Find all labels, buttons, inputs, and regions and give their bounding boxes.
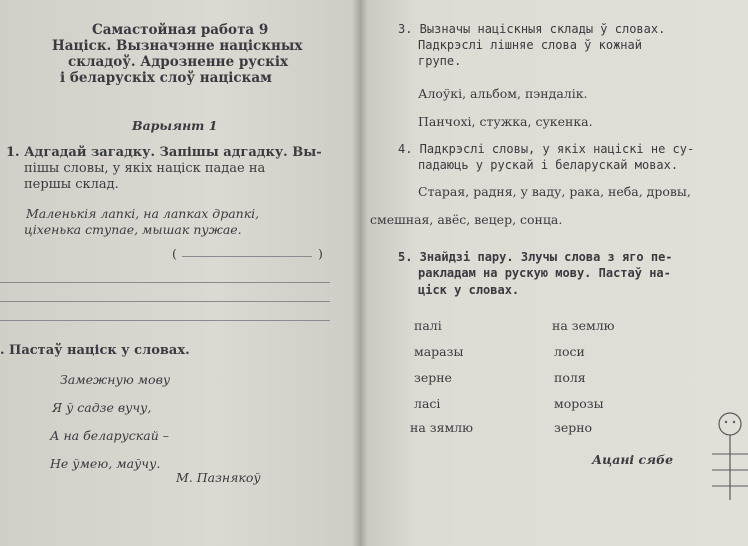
book-gutter: [352, 0, 368, 546]
left-page: [0, 0, 360, 546]
task5-line-3: ціск у словах.: [418, 283, 520, 297]
right-word-2: лоси: [554, 344, 585, 359]
answer-blank[interactable]: [182, 256, 312, 257]
title-line-3: складоў. Адрозненне рускіх: [68, 54, 289, 70]
write-line-1[interactable]: [0, 282, 330, 283]
poem-line-2: Я ў садзе вучу,: [52, 400, 152, 415]
left-word-1: палі: [414, 318, 442, 333]
task5-line-1: 5. Знайдзі пару. Злучы слова з яго пе-: [398, 250, 673, 264]
task3-line-1: 3. Вызначы націскныя склады ў словах.: [398, 22, 666, 36]
poem-author: М. Пазнякоў: [176, 470, 261, 485]
right-word-5: зерно: [554, 420, 593, 435]
write-line-2[interactable]: [0, 301, 330, 302]
task3-line-2: Падкрэслі лішняе слова ў кожнай: [418, 38, 642, 52]
left-word-2: маразы: [414, 344, 464, 359]
task3-group-2: Панчохі, стужка, сукенка.: [418, 114, 593, 129]
right-page: [360, 0, 748, 546]
title-line-2: Націск. Вызначэнне націскных: [52, 38, 303, 54]
write-line-3[interactable]: [0, 320, 330, 321]
left-word-4: ласі: [414, 396, 441, 411]
task5-line-2: ракладам на рускую мову. Пастаў на-: [418, 266, 671, 280]
answer-paren-open: (: [172, 246, 177, 261]
right-word-4: морозы: [554, 396, 604, 411]
task4-line-2: падаюць у рускай і беларускай мовах.: [418, 158, 679, 172]
left-word-5: на зямлю: [410, 420, 474, 435]
right-word-3: поля: [554, 370, 586, 385]
smiley-scale-icon: [712, 410, 748, 500]
task3-group-1: Алоўкі, альбом, пэндалік.: [418, 86, 588, 101]
task1-line-3: першы склад.: [24, 177, 119, 192]
riddle-line-2: ціхенька ступае, мышак пужае.: [24, 222, 242, 237]
task4-line-4: смешная, авёс, вецер, сонца.: [370, 212, 563, 227]
task1-line-2: пішы словы, у якіх націск падае на: [24, 161, 266, 176]
variant-label: Варыянт 1: [132, 118, 218, 133]
task1-line-1: 1. Адгадай загадку. Запішы адгадку. Вы-: [6, 145, 322, 160]
self-check-label: Ацані сябе: [592, 452, 674, 467]
title-line-4: і беларускіх слоў націскам: [60, 70, 272, 86]
answer-paren-close: ): [318, 246, 323, 261]
riddle-line-1: Маленькія лапкі, на лапках драпкі,: [26, 206, 260, 221]
poem-line-3: А на беларускай –: [50, 428, 169, 443]
poem-line-4: Не ўмею, маўчу.: [50, 456, 161, 471]
right-word-1: на землю: [552, 318, 615, 333]
left-word-3: зерне: [414, 370, 452, 385]
poem-line-1: Замежную мову: [60, 372, 171, 387]
title-line-1: Самастойная работа 9: [92, 22, 269, 38]
task4-line-1: 4. Падкрэслі словы, у якіх націскі не су-: [398, 142, 695, 156]
task3-line-3: групе.: [418, 54, 462, 68]
task4-line-3: Старая, радня, у ваду, рака, неба, дровы,: [418, 184, 691, 199]
task2-heading: . Пастаў націск у словах.: [0, 343, 190, 358]
